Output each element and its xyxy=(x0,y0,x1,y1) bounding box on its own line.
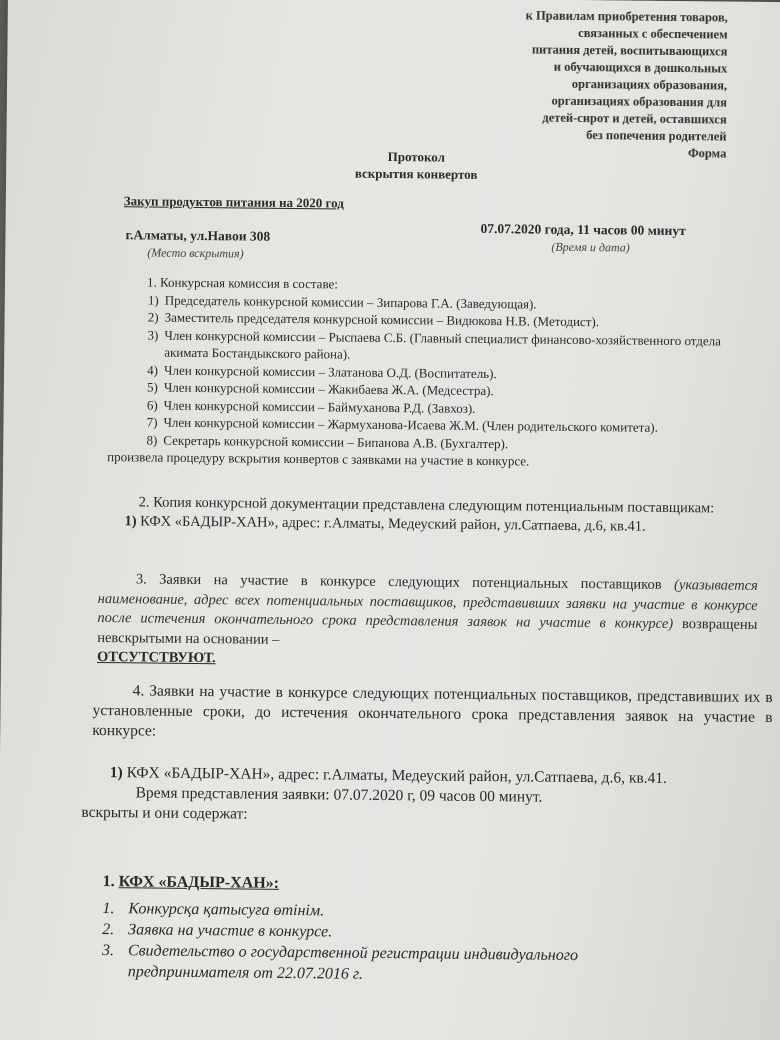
bid-documents-list xyxy=(102,898,703,988)
commission-section xyxy=(107,273,733,472)
section-3-label: 3. Заявки на участие в конкурсе следующих потенциальных поставщиков xyxy=(135,571,662,593)
item-number: 1. xyxy=(102,900,115,918)
item-number: 1) xyxy=(147,291,159,308)
header-line: организациях образования для xyxy=(551,93,727,110)
item-number: 5) xyxy=(146,379,158,395)
opening-datetime: 07.07.2020 года, 11 часов 00 минут xyxy=(480,220,686,239)
header-line: детей-сирот и детей, оставшихся xyxy=(542,110,727,127)
opening-datetime-caption: (Время и дата) xyxy=(551,239,630,255)
submission-time: Время представления заявки: 07.07.2020 г, 09 часов 00 минут. xyxy=(135,784,543,806)
item-number: 7) xyxy=(146,414,158,430)
item-text: Заявка на участие в конкурсе. xyxy=(128,921,333,941)
heading-number: 1. xyxy=(102,873,115,891)
item-text: Член конкурсной комиссии – Рыспаева С.Б. (Главный специалист финансово-хозяйственного отдела акимата Бостандыкского района). xyxy=(164,327,722,362)
header-line: к Правилам приобретения товаров, xyxy=(525,8,728,25)
item-number: 8) xyxy=(146,431,158,448)
item-number: 1) xyxy=(124,513,137,530)
section-3-absent: ОТСУТСТВУЮТ. xyxy=(96,648,216,667)
item-text: Член конкурсной комиссии – Златанова О.Д. (Воспитатель). xyxy=(163,362,497,381)
commission-tail: произвела процедуру вскрытия конвертов с заявками на участие в конкурсе. xyxy=(107,449,530,469)
item-number: 2. xyxy=(102,921,115,939)
section-2 xyxy=(108,493,748,538)
header-line: связанных с обеспечением xyxy=(578,25,728,42)
procurement-subject: Закуп продуктов питания на 2020 год xyxy=(123,193,344,211)
item-text: Заместитель председателя конкурсной комиссии – Видюкова Н.В. (Методист). xyxy=(164,309,600,330)
section-3-text xyxy=(97,570,758,655)
title-line-1: Протокол xyxy=(387,148,446,165)
commission-lead: 1. Конкурсная комиссия в составе: xyxy=(146,274,339,292)
header-line: Форма xyxy=(687,146,727,161)
item-text: Член конкурсной комиссии – Баймуханова Р.Д. (Завхоз). xyxy=(163,397,476,416)
bid-contents xyxy=(102,871,703,988)
item-text: Член конкурсной комиссии – Жакибаева Ж.А. (Медсестра). xyxy=(163,379,494,399)
opening-place: г.Алматы, ул.Навои 308 xyxy=(125,227,271,244)
item-text: КФХ «БАДЫР-ХАН», адрес: г.Алматы, Медеуский район, ул.Сатпаева, д.6, кв.41. xyxy=(126,764,668,787)
item-text: Конкурсқа қатысуға өтінім. xyxy=(128,900,325,920)
item-number: 3. xyxy=(101,942,115,960)
item-text: Член конкурсной комиссии – Жармуханова-Исаева Ж.М. (Член родительского комитета). xyxy=(163,414,658,435)
opened-note: вскрыты и они содержат: xyxy=(81,803,248,823)
heading-text: КФХ «БАДЫР-ХАН»: xyxy=(118,873,280,892)
header-line: питания детей, воспитывающихся xyxy=(531,42,728,59)
item-text: Секретарь конкурсной комиссии – Бипанова А.В. (Бухгалтер). xyxy=(163,432,509,451)
item-number: 4) xyxy=(147,361,159,378)
opening-place-caption: (Место вскрытия) xyxy=(147,245,244,261)
bid-contents-heading xyxy=(103,871,703,898)
title-line-2: вскрытия конвертов xyxy=(354,165,478,182)
item-number: 6) xyxy=(146,396,158,413)
document-title xyxy=(306,147,526,183)
item-number: 1) xyxy=(109,764,123,782)
header-line: без попечения родителей xyxy=(586,128,727,144)
item-text: КФХ «БАДЫР-ХАН», адрес: г.Алматы, Медеуский район, ул.Сатпаева, д.6, кв.41. xyxy=(140,513,646,535)
section-3-rest: возвращены невскрытыми на основании – xyxy=(97,616,758,648)
form-header-note xyxy=(436,7,728,163)
section-3 xyxy=(97,570,758,674)
section-4-text: 4. Заявки на участие в конкурсе следующих потенциальных поставщиков, представивших их в установленные сроки, до истечения окончательного срока представления заявок на участие в конкурсе: xyxy=(92,682,773,740)
section-2-text: 2. Копия конкурсной документации представлена следующим потенциальным поставщикам: xyxy=(138,494,715,517)
list-item xyxy=(102,940,702,988)
item-text: Председатель конкурсной комиссии – Зипарова Г.А. (Заведующая). xyxy=(164,292,537,312)
item-number: 2) xyxy=(147,309,159,325)
header-line: и обучающихся в дошкольных xyxy=(553,59,728,76)
header-line: организациях образования, xyxy=(571,76,728,93)
commission-members xyxy=(131,291,733,455)
item-text: Свидетельство о государственной регистрации индивидуального предпринимателя от 22.07.2016 г. xyxy=(127,942,579,983)
section-3-italic-note: (указывается наименование, адрес всех потенциальных поставщиков, представивших заявки на участие в конкурсе после истечения окончательного срока представления заявок на участие в конкурсе) xyxy=(97,577,758,632)
section-4 xyxy=(81,681,773,830)
item-number: 3) xyxy=(147,326,159,343)
